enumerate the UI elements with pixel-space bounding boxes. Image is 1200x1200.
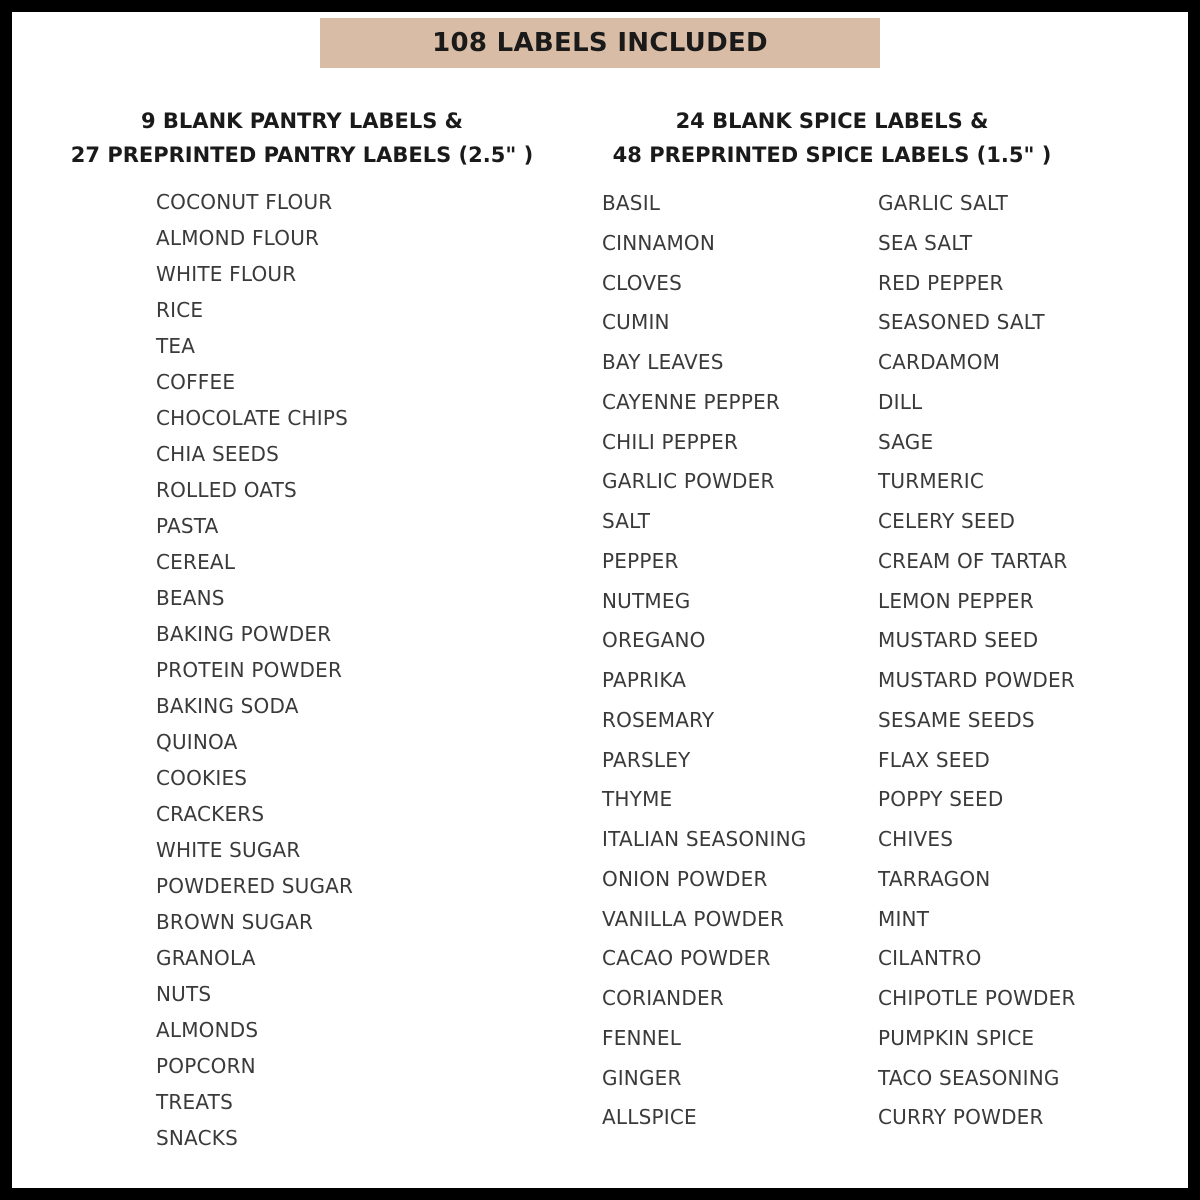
label-item: FENNEL — [602, 1025, 682, 1050]
label-item: SALT — [602, 509, 651, 533]
label-item: FLAX SEED — [878, 747, 991, 772]
label-item: CARDAMOM — [878, 350, 1001, 374]
label-item: BAY LEAVES — [602, 350, 724, 374]
label-item: ALLSPICE — [602, 1105, 697, 1130]
spice-label-list-1 — [602, 184, 806, 1138]
spice-label-list-2 — [878, 184, 1076, 1138]
label-item: DILL — [878, 389, 923, 414]
label-item: BAKING SODA — [156, 694, 299, 718]
label-item: CURRY POWDER — [878, 1105, 1044, 1130]
label-item: THYME — [602, 787, 673, 812]
label-item: CHILI PEPPER — [602, 429, 739, 454]
label-item: TREATS — [156, 1090, 233, 1114]
label-item: SAGE — [878, 429, 934, 454]
header-banner — [320, 18, 880, 68]
label-sheet — [12, 12, 1188, 1188]
label-item: GARLIC POWDER — [602, 469, 775, 494]
label-item: NUTS — [156, 982, 212, 1006]
pantry-heading — [42, 104, 562, 172]
label-item: CLOVES — [602, 270, 682, 295]
spice-heading-line1: 24 BLANK SPICE LABELS & — [675, 109, 989, 133]
label-item: CHIVES — [878, 827, 954, 851]
label-item: ROLLED OATS — [156, 478, 297, 502]
pantry-heading-line1: 9 BLANK PANTRY LABELS & — [141, 109, 463, 133]
label-item: PASTA — [156, 514, 219, 538]
label-item: ITALIAN SEASONING — [602, 827, 807, 851]
label-item: CACAO POWDER — [602, 946, 771, 971]
label-item: CELERY SEED — [878, 509, 1016, 533]
label-item: CHIPOTLE POWDER — [878, 986, 1076, 1010]
label-item: GINGER — [602, 1065, 682, 1090]
label-item: GRANOLA — [156, 946, 256, 970]
label-item: CAYENNE PEPPER — [602, 389, 781, 414]
label-item: OREGANO — [602, 628, 706, 653]
label-item: PROTEIN POWDER — [156, 658, 343, 682]
label-item: SEASONED SALT — [878, 310, 1045, 335]
label-item: RICE — [156, 298, 204, 322]
pantry-label-list — [156, 184, 353, 1156]
label-item: POPCORN — [156, 1054, 256, 1078]
label-item: TEA — [156, 334, 196, 358]
label-item: MUSTARD SEED — [878, 628, 1039, 653]
label-item: VANILLA POWDER — [602, 906, 785, 931]
label-item: QUINOA — [156, 730, 238, 754]
label-item: POWDERED SUGAR — [156, 874, 354, 898]
label-item: CREAM OF TARTAR — [878, 548, 1068, 573]
label-item: ONION POWDER — [602, 866, 768, 891]
label-item: BAKING POWDER — [156, 622, 332, 646]
label-item: CORIANDER — [602, 986, 724, 1010]
label-item: CILANTRO — [878, 946, 982, 971]
label-item: MUSTARD POWDER — [878, 668, 1075, 692]
label-item: ALMOND FLOUR — [156, 226, 320, 250]
label-item: LEMON PEPPER — [878, 588, 1034, 613]
label-item: CINNAMON — [602, 230, 716, 255]
label-item: PUMPKIN SPICE — [878, 1025, 1035, 1050]
label-item: BEANS — [156, 586, 225, 610]
label-item: SEA SALT — [878, 230, 973, 255]
label-item: BASIL — [602, 191, 661, 215]
label-item: ALMONDS — [156, 1018, 259, 1042]
label-item: COOKIES — [156, 766, 248, 790]
label-item: ROSEMARY — [602, 707, 715, 732]
spice-heading-line2: 48 PREPRINTED SPICE LABELS (1.5" ) — [612, 143, 1052, 167]
banner-title: 108 LABELS INCLUDED — [432, 28, 768, 58]
label-item: POPPY SEED — [878, 787, 1004, 812]
label-item: COFFEE — [156, 370, 236, 394]
label-item: PEPPER — [602, 548, 679, 573]
label-item: TARRAGON — [878, 866, 991, 891]
spice-heading — [592, 104, 1072, 172]
label-item: PAPRIKA — [602, 668, 687, 692]
label-item: CRACKERS — [156, 802, 265, 826]
label-item: CHOCOLATE CHIPS — [156, 406, 349, 430]
label-item: PARSLEY — [602, 747, 691, 772]
label-item: CHIA SEEDS — [156, 442, 280, 466]
label-item: CEREAL — [156, 550, 236, 574]
label-item: COCONUT FLOUR — [156, 190, 333, 214]
label-item: NUTMEG — [602, 588, 691, 613]
label-item: SNACKS — [156, 1126, 238, 1150]
label-item: WHITE FLOUR — [156, 262, 297, 286]
label-item: TURMERIC — [878, 469, 985, 494]
label-item: BROWN SUGAR — [156, 910, 314, 934]
pantry-heading-line2: 27 PREPRINTED PANTRY LABELS (2.5" ) — [70, 143, 534, 167]
label-item: WHITE SUGAR — [156, 838, 301, 862]
label-item: CUMIN — [602, 310, 670, 335]
label-item: TACO SEASONING — [878, 1065, 1060, 1090]
label-item: MINT — [878, 906, 930, 931]
label-item: GARLIC SALT — [878, 191, 1008, 215]
label-item: SESAME SEEDS — [878, 707, 1035, 732]
label-item: RED PEPPER — [878, 270, 1004, 295]
